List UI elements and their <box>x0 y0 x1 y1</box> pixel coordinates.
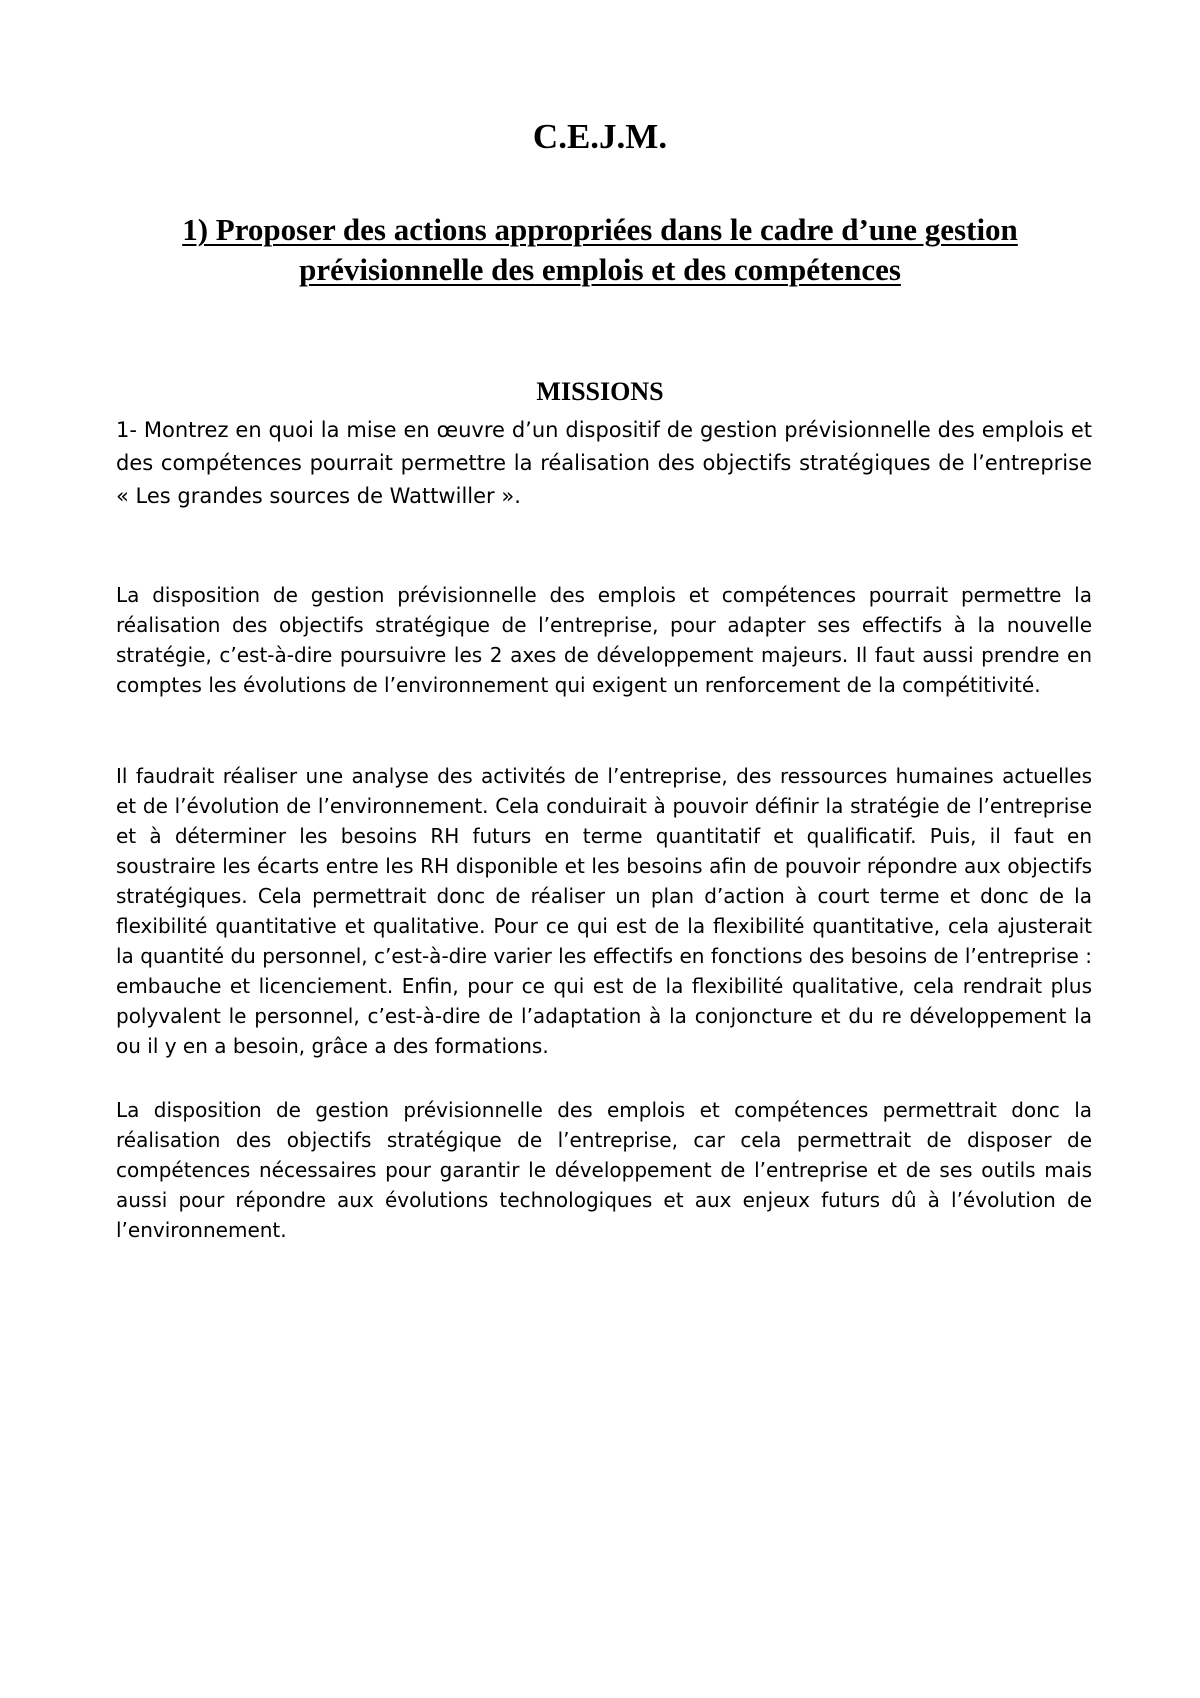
answer-paragraph-1: La disposition de gestion prévisionnelle des emplois et compétences pourrait permettre la réalisation des objectifs stratégique de l’entreprise, pour adapter ses effectifs à la nouvelle stratégie, c’est-à-dire poursuivre les 2 axes de développement majeurs. Il faut aussi prendre en comptes les évolutions de l’environnement qui exigent un renforcement de la compétitivité. <box>116 583 1092 697</box>
missions-heading: MISSIONS <box>536 377 664 406</box>
document-title: C.E.J.M. <box>532 117 668 156</box>
answer-paragraph-2: Il faudrait réaliser une analyse des activités de l’entreprise, des ressources humaines actuelles et de l’évolution de l’environnement. Cela conduirait à pouvoir définir la stratégie de l’entreprise et à déterminer les besoins RH futurs en terme quantitatif et qualificatif. Puis, il faut en soustraire les écarts entre les RH disponible et les besoins afin de pouvoir répondre aux objectifs stratégiques. Cela permettrait donc de réaliser un plan d’action à court terme et donc de la flexibilité quantitative et qualitative. Pour ce qui est de la flexibilité quantitative, cela ajusterait la quantité du personnel, c’est-à-dire varier les effectifs en fonctions des besoins de l’entreprise : embauche et licenciement. Enfin, pour ce qui est de la flexibilité qualitative, cela rendrait plus polyvalent le personnel, c’est-à-dire de l’adaptation à la conjoncture et du re développement la ou il y en a besoin, grâce a des formations. <box>116 764 1092 1058</box>
mission-question: 1- Montrez en quoi la mise en œuvre d’un dispositif de gestion prévisionnelle des emplois et des compétences pourrait permettre la réalisation des objectifs stratégiques de l’entreprise « Les grandes sources de Wattwiller ». <box>116 418 1092 508</box>
answer-paragraph-3: La disposition de gestion prévisionnelle des emplois et compétences permettrait donc la réalisation des objectifs stratégique de l’entreprise, car cela permettrait de disposer de compétences nécessaires pour garantir le développement de l’entreprise et de ses outils mais aussi pour répondre aux évolutions technologiques et aux enjeux futurs dû à l’évolution de l’environnement. <box>116 1098 1092 1242</box>
document-subtitle: 1) Proposer des actions appropriées dans le cadre d’une gestion prévisionnelle des emplois et des compétences <box>182 212 1018 287</box>
